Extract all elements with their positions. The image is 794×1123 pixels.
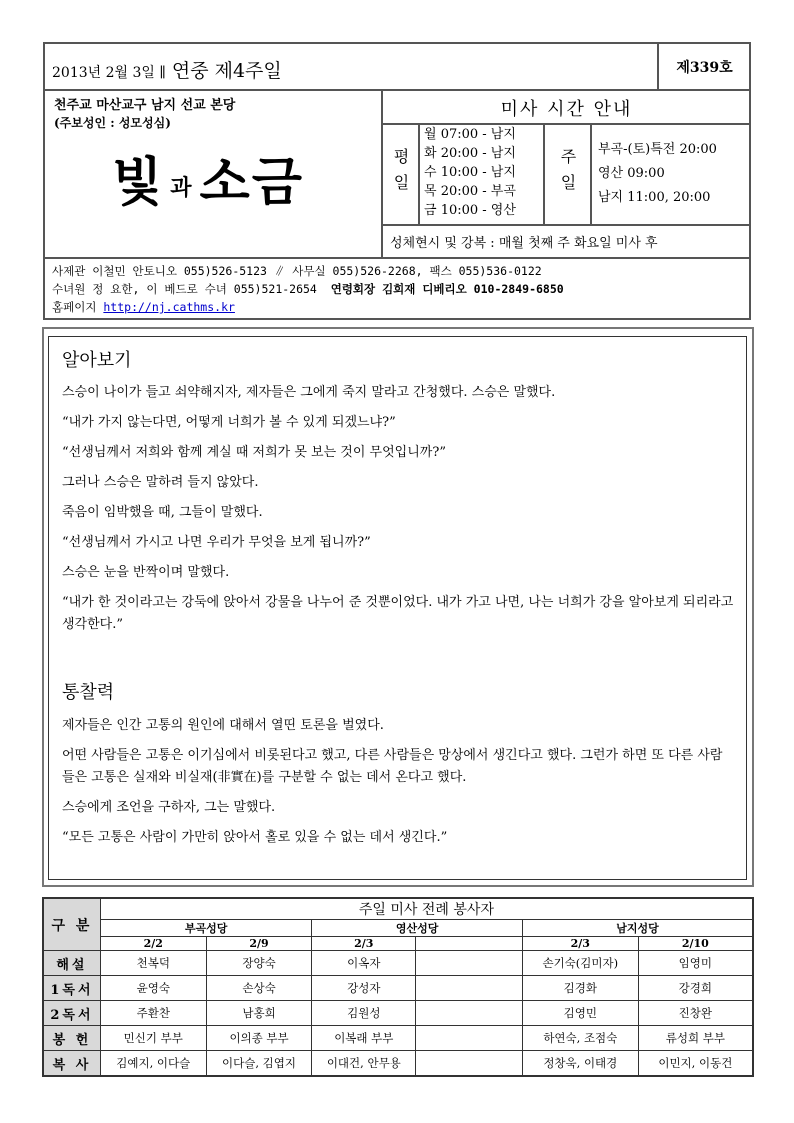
date-cell: 2/2 xyxy=(100,937,206,951)
weekday-schedule xyxy=(424,125,516,220)
role-cell: 1독서 xyxy=(43,976,100,1001)
table-cell: 이의종 부부 xyxy=(206,1026,312,1051)
date-cell: 2/10 xyxy=(638,937,753,951)
weekday-label: 평일 xyxy=(391,148,410,200)
table-row xyxy=(43,1051,753,1077)
paragraph: 스승은 눈을 반짝이며 말했다. xyxy=(62,565,230,580)
sunday-label: 주일 xyxy=(558,148,577,200)
schedule-line: 월 07:00 - 남지 xyxy=(424,127,516,142)
parish-name: 천주교 마산교구 남지 선교 본당 xyxy=(54,98,236,113)
paragraph: “선생님께서 저희와 함께 계실 때 저희가 못 보는 것이 무엇입니까?” xyxy=(62,445,446,460)
paragraph: 제자들은 인간 고통의 원인에 대해서 열띤 토론을 벌였다. xyxy=(62,718,384,733)
masthead-title: 빛과 소금 xyxy=(112,153,304,213)
table-cell xyxy=(416,1001,523,1026)
divider xyxy=(590,124,592,225)
table-cell: 이옥자 xyxy=(312,951,416,976)
mass-schedule-title: 미사 시간 안내 xyxy=(500,99,633,120)
table-cell xyxy=(416,951,523,976)
schedule-line: 수 10:00 - 남지 xyxy=(424,165,516,180)
contact-line: 홈페이지 http://nj.cathms.kr xyxy=(52,300,235,314)
date-row xyxy=(43,937,753,951)
paragraph: “선생님께서 가시고 나면 우리가 무엇을 보게 됩니까?” xyxy=(62,535,371,550)
paragraph: 그러나 스승은 말하려 들지 않았다. xyxy=(62,475,259,490)
table-cell: 임영미 xyxy=(638,951,753,976)
church-name: 부곡성당 xyxy=(100,920,312,937)
table-cell: 이복래 부부 xyxy=(312,1026,416,1051)
contact-line: 사제관 이철민 안토니오 055)526-5123 ∥ 사무실 055)526-2268, 팩스 055)536-0122 xyxy=(52,264,542,278)
paragraph: “내가 가지 않는다면, 어떻게 너희가 볼 수 있게 되겠느냐?” xyxy=(62,415,396,430)
schedule-line: 부곡-(토)특전 20:00 xyxy=(598,142,717,157)
table-title: 주일 미사 전례 봉사자 xyxy=(100,898,753,920)
table-cell: 김원성 xyxy=(312,1001,416,1026)
table-cell: 류성희 부부 xyxy=(638,1026,753,1051)
table-cell: 손기숙(김미자) xyxy=(522,951,638,976)
table-cell: 김예지, 이다슬 xyxy=(100,1051,206,1077)
role-cell: 복 사 xyxy=(43,1051,100,1077)
table-cell: 하연숙, 조점숙 xyxy=(522,1026,638,1051)
homepage-link[interactable]: http://nj.cathms.kr xyxy=(103,300,235,314)
issue-number: 제339호 xyxy=(676,60,733,76)
patron-saint: (주보성인 : 성모성심) xyxy=(54,116,171,130)
role-cell: 봉 헌 xyxy=(43,1026,100,1051)
schedule-line: 화 20:00 - 남지 xyxy=(424,146,516,161)
table-cell: 이다슬, 김엽지 xyxy=(206,1051,312,1077)
table-cell: 장양숙 xyxy=(206,951,312,976)
sunday-schedule xyxy=(598,138,717,210)
table-cell: 이민지, 이동건 xyxy=(638,1051,753,1077)
paragraph: 스승이 나이가 들고 쇠약해지자, 제자들은 그에게 죽지 말라고 간청했다. 스승은 말했다. xyxy=(62,385,556,400)
date-cell: 2/3 xyxy=(312,937,416,951)
role-cell: 해설 xyxy=(43,951,100,976)
table-cell: 강경희 xyxy=(638,976,753,1001)
table-cell: 주환찬 xyxy=(100,1001,206,1026)
paragraph: 어떤 사람들은 고통은 이기심에서 비롯된다고 했고, 다른 사람들은 망상에서 생긴다고 했다. 그런가 하면 또 다른 사람들은 고통은 실재와 비실재(非實在)를 구분할 수 없는 데서 온다고 했다. xyxy=(62,748,723,785)
table-cell: 진창완 xyxy=(638,1001,753,1026)
table-cell: 손상숙 xyxy=(206,976,312,1001)
table-cell: 정창욱, 이태경 xyxy=(522,1051,638,1077)
paragraph: 스승에게 조언을 구하자, 그는 말했다. xyxy=(62,800,276,815)
adoration-notice: 성체현시 및 강복 : 매월 첫째 주 화요일 미사 후 xyxy=(390,235,658,251)
contact-info xyxy=(52,262,564,316)
section-title-2: 통찰력 xyxy=(62,682,115,703)
table-cell xyxy=(416,1026,523,1051)
table-cell xyxy=(416,1051,523,1077)
division-header: 구 분 xyxy=(43,898,100,951)
table-cell: 천복덕 xyxy=(100,951,206,976)
date-cell xyxy=(416,937,523,951)
paragraph: 죽음이 임박했을 때, 그들이 말했다. xyxy=(62,505,263,520)
table-cell: 윤영숙 xyxy=(100,976,206,1001)
role-cell: 2독서 xyxy=(43,1001,100,1026)
section-title-1: 알아보기 xyxy=(62,350,132,371)
table-cell: 이대건, 안무용 xyxy=(312,1051,416,1077)
paragraph: “모든 고통은 사람이 가만히 앉아서 홀로 있을 수 없는 데서 생긴다.” xyxy=(62,830,448,845)
table-cell xyxy=(416,976,523,1001)
table-row xyxy=(43,976,753,1001)
divider xyxy=(418,124,420,225)
table-row xyxy=(43,1001,753,1026)
table-cell: 김영민 xyxy=(522,1001,638,1026)
servers-table xyxy=(42,897,754,1077)
date-cell: 2/9 xyxy=(206,937,312,951)
liturgical-week: 연중 제4주일 xyxy=(171,60,282,82)
schedule-line: 영산 09:00 xyxy=(598,166,665,181)
schedule-line: 남지 11:00, 20:00 xyxy=(598,190,711,205)
divider xyxy=(43,257,751,259)
schedule-line: 금 10:00 - 영산 xyxy=(424,203,516,218)
table-cell: 강성자 xyxy=(312,976,416,1001)
table-cell: 민신기 부부 xyxy=(100,1026,206,1051)
table-title-row xyxy=(43,898,753,920)
divider xyxy=(657,42,659,90)
church-row xyxy=(43,920,753,937)
date-cell: 2/3 xyxy=(522,937,638,951)
church-name: 남지성당 xyxy=(522,920,753,937)
church-name: 영산성당 xyxy=(312,920,523,937)
schedule-line: 목 20:00 - 부곡 xyxy=(424,184,516,199)
table-row xyxy=(43,951,753,976)
divider xyxy=(43,89,751,91)
contact-line: 수녀원 정 요한, 이 베드로 수녀 055)521-2654 연령회장 김희재 디베리오 010-2849-6850 xyxy=(52,282,564,296)
table-cell: 남홍희 xyxy=(206,1001,312,1026)
table-cell: 김경화 xyxy=(522,976,638,1001)
paragraph: “내가 한 것이라고는 강둑에 앉아서 강물을 나누어 준 것뿐이었다. 내가 가고 나면, 나는 너희가 강을 알아보게 되리라고 생각한다.” xyxy=(62,595,734,632)
issue-date: 2013년 2월 3일 ∥ 연중 제4주일 xyxy=(52,60,282,82)
table-row xyxy=(43,1026,753,1051)
